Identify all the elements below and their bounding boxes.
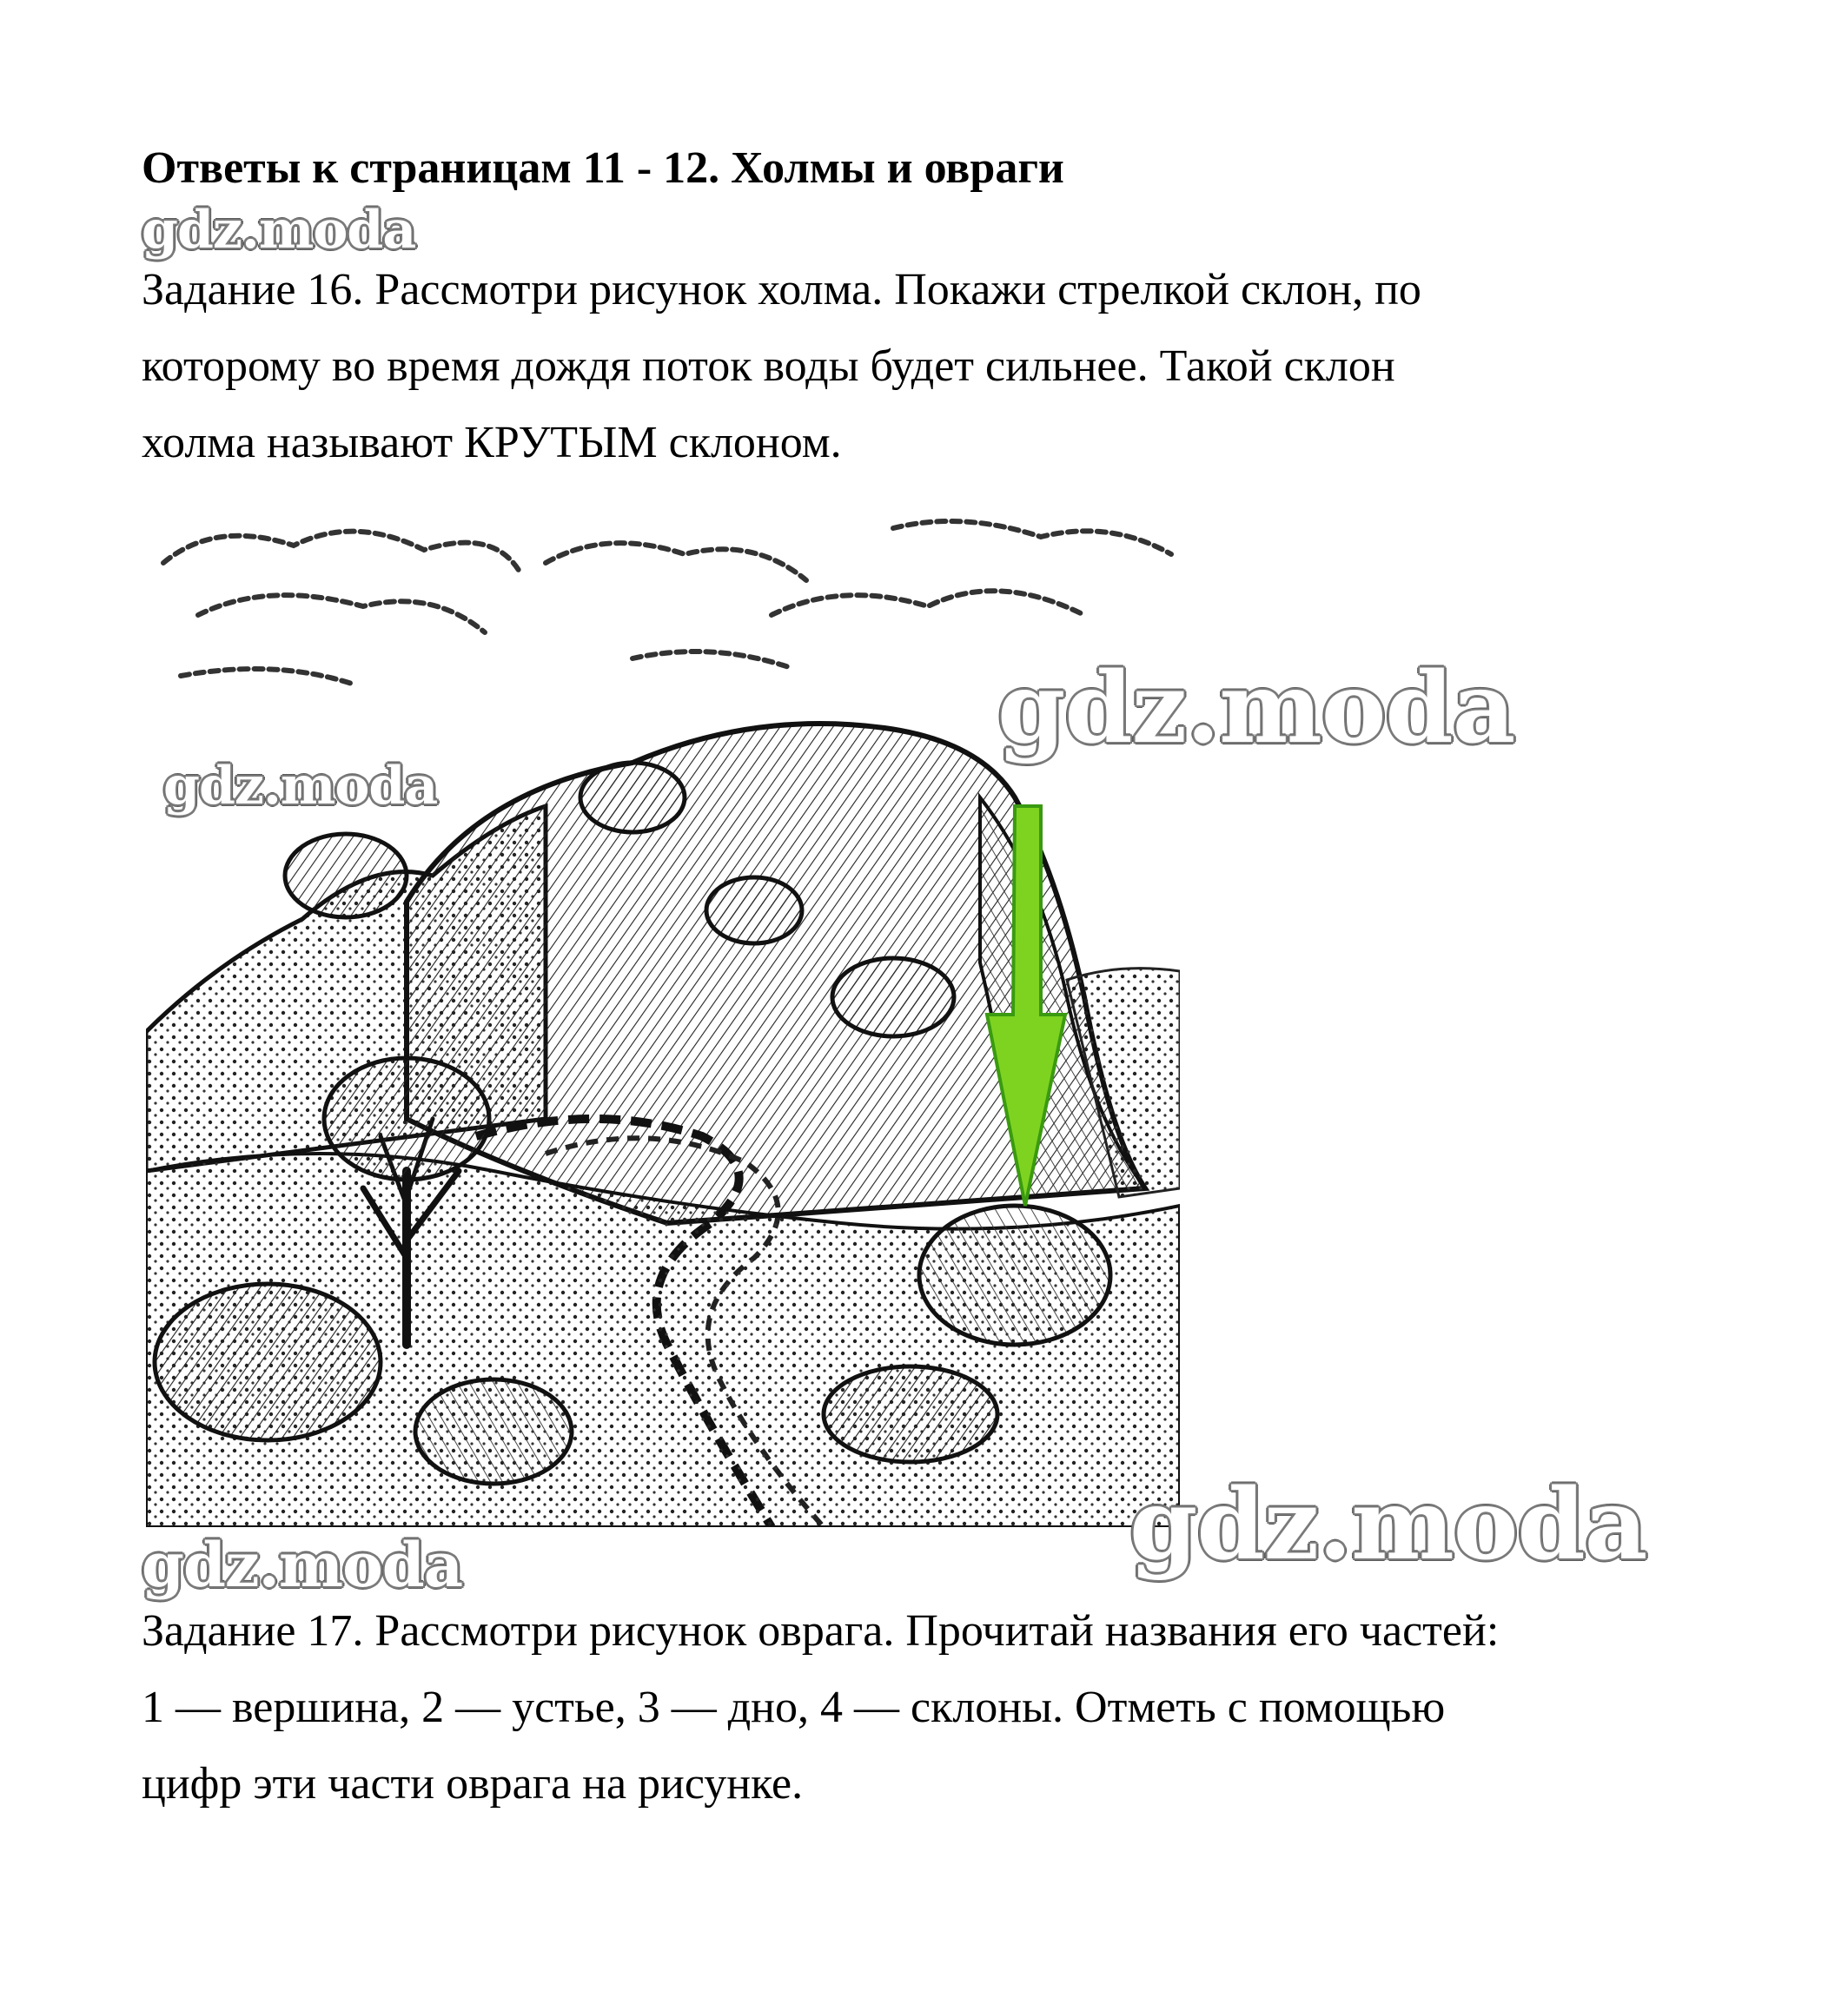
task-16-line: холма называют КРУТЫМ склоном.: [142, 418, 842, 467]
watermark-center: gdz.moda: [997, 652, 1515, 765]
watermark-bottom-left: gdz.moda: [142, 1529, 463, 1601]
task-17-line: цифр эти части оврага на рисунке.: [142, 1759, 804, 1809]
page-heading: Ответы к страницам 11 - 12. Холмы и овраги: [142, 143, 1064, 193]
task-16-line: которому во время дождя поток воды будет сильнее. Такой склон: [142, 341, 1395, 391]
task-16-line: Задание 16. Рассмотри рисунок холма. Покажи стрелкой склон, по: [142, 265, 1421, 314]
watermark-top: gdz.moda: [142, 200, 416, 261]
task-17-line: 1 — вершина, 2 — устье, 3 — дно, 4 — склоны. Отметь с помощью: [142, 1683, 1446, 1732]
task-17-line: Задание 17. Рассмотри рисунок оврага. Прочитай названия его частей:: [142, 1606, 1500, 1656]
watermark-left: gdz.moda: [163, 756, 438, 817]
task-17-text: [142, 1593, 1706, 1822]
watermark-bottom-right: gdz.moda: [1129, 1468, 1647, 1582]
task-16-text: [142, 252, 1706, 481]
